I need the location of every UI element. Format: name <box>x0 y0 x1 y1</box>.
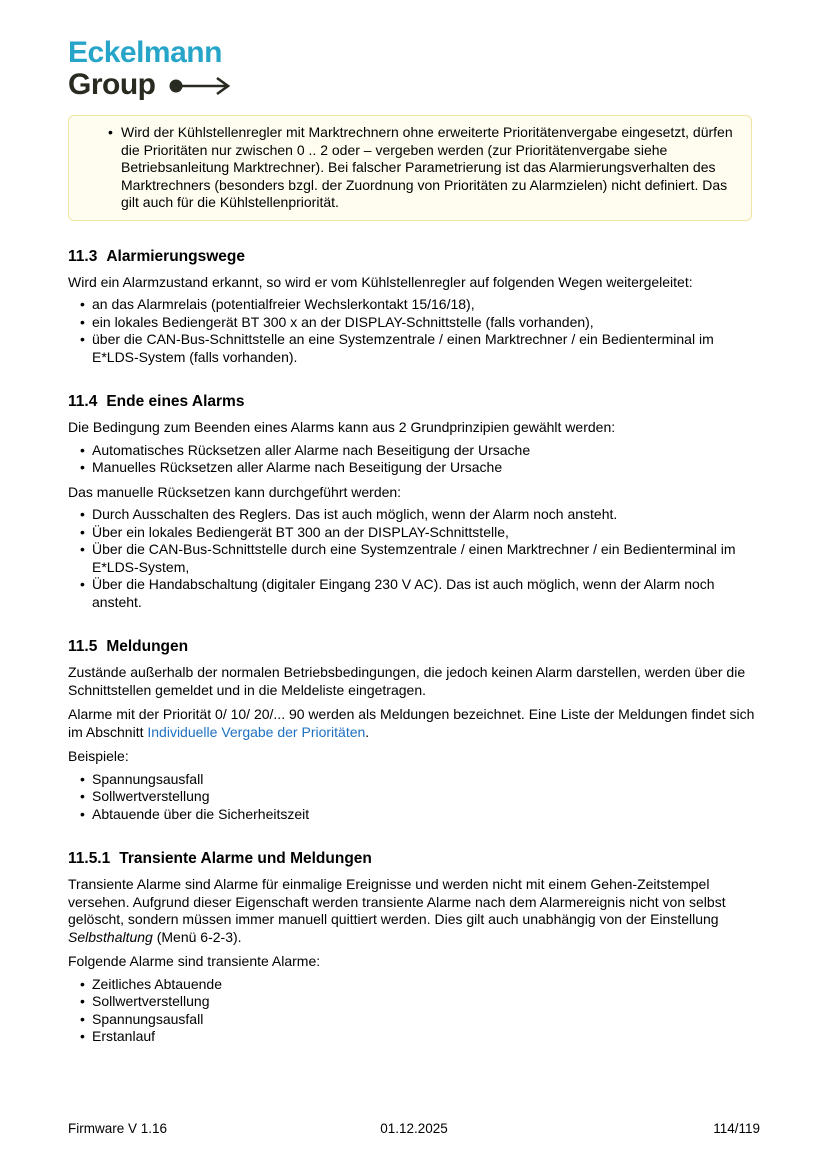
bullet-item: • Durch Ausschalten des Reglers. Das ist auch möglich, wenn der Alarm noch ansteht. <box>92 506 760 524</box>
bullet-list <box>68 442 760 477</box>
priorities-section-link[interactable]: Individuelle Vergabe der Prioritäten <box>147 723 366 740</box>
note-bullet-list <box>81 124 739 212</box>
section-number: 11.3 <box>68 247 98 265</box>
bullet-item: • Automatisches Rücksetzen aller Alarme nach Beseitigung der Ursache <box>92 442 760 460</box>
dot-arrow-right-icon <box>168 74 232 96</box>
brand-logo <box>68 38 760 100</box>
paragraph: Beispiele: <box>68 748 129 764</box>
bullet-item: • Erstanlauf <box>92 1028 760 1046</box>
paragraph-text: Alarme mit der Priorität 0/ 10/ 20/... 90 werden als Meldungen bezeichnet. Eine Liste der Meldungen findet sich im Abschnitt <box>68 706 755 740</box>
bullet-list <box>68 296 760 366</box>
bullet-item: • Zeitliches Abtauende <box>92 976 760 994</box>
bullet-item: • Sollwertverstellung <box>92 788 760 806</box>
paragraph: Das manuelle Rücksetzen kann durchgeführt werden: <box>68 483 402 500</box>
section-11-5 <box>68 637 760 823</box>
brand-name-line1: Eckelmann <box>68 36 222 69</box>
bullet-list <box>68 506 760 611</box>
section-heading <box>68 247 760 267</box>
section-heading <box>68 637 760 657</box>
paragraph: Zustände außerhalb der normalen Betriebsbedingungen, die jedoch keinen Alarm darstellen, werden über die Schnittstellen gemeldet und in die Meldeliste eingetragen. <box>68 664 746 698</box>
paragraph: Wird ein Alarmzustand erkannt, so wird er vom Kühlstellenregler auf folgenden Wegen weitergeleitet: <box>68 273 693 290</box>
emphasized-term: Selbsthaltung <box>68 928 153 945</box>
bullet-list <box>68 771 760 824</box>
section-title: Alarmierungswege <box>106 247 245 265</box>
section-title: Transiente Alarme und Meldungen <box>119 850 372 867</box>
paragraph: Folgende Alarme sind transiente Alarme: <box>68 953 321 969</box>
paragraph <box>68 876 760 946</box>
section-11-5-1 <box>68 849 760 1046</box>
bullet-item: • an das Alarmrelais (potentialfreier Wechslerkontakt 15/16/18), <box>92 296 760 314</box>
bullet-item: • Spannungsausfall <box>92 1011 760 1029</box>
bullet-item: • Abtauende über die Sicherheitszeit <box>92 806 760 824</box>
page-footer <box>68 1120 760 1138</box>
note-bullet-item: • Wird der Kühlstellenregler mit Marktrechnern ohne erweiterte Prioritätenvergabe eingesetzt, dürfen die Prioritäten nur zwischen 0 .. 2 oder – vergeben werden (zur Prioritätenvergabe siehe Betriebsanleitung Marktrechner). Bei falscher Parametrierung ist das Alarmierungsverhalten des Marktrechners (besonders bzgl. der Zuordnung von Prioritäten zu Alarmzielen) nicht definiert. Das gilt auch für die Kühlstellenpriorität. <box>121 124 739 212</box>
section-heading <box>68 849 760 869</box>
bullet-item: • Über die Handabschaltung (digitaler Eingang 230 V AC). Das ist auch möglich, wenn der Alarm noch ansteht. <box>92 576 760 611</box>
section-11-4 <box>68 392 760 611</box>
bullet-item: • Über die CAN-Bus-Schnittstelle durch eine Systemzentrale / einen Marktrechner / ein Bedienterminal im E*LDS-System, <box>92 541 760 576</box>
section-number: 11.4 <box>68 393 98 410</box>
section-title: Meldungen <box>106 638 189 655</box>
footer-date: 01.12.2025 <box>380 1121 448 1136</box>
paragraph: Die Bedingung zum Beenden eines Alarms kann aus 2 Grundprinzipien gewählt werden: <box>68 419 616 435</box>
section-title: Ende eines Alarms <box>106 393 245 410</box>
bullet-item: • Spannungsausfall <box>92 771 760 789</box>
bullet-item: • Manuelles Rücksetzen aller Alarme nach Beseitigung der Ursache <box>92 459 760 477</box>
paragraph <box>68 706 760 741</box>
bullet-item: • Sollwertverstellung <box>92 993 760 1011</box>
paragraph-text: (Menü 6-2-3). <box>152 928 242 945</box>
brand-name-line2: Group <box>68 68 156 101</box>
bullet-item: • ein lokales Bediengerät BT 300 x an der DISPLAY-Schnittstelle (falls vorhanden), <box>92 314 760 332</box>
section-number: 11.5 <box>68 638 98 655</box>
bullet-list <box>68 976 760 1046</box>
section-11-3 <box>68 247 760 367</box>
note-box <box>68 115 752 221</box>
section-number: 11.5.1 <box>68 850 111 867</box>
bullet-item: • Über ein lokales Bediengerät BT 300 an der DISPLAY-Schnittstelle, <box>92 524 760 542</box>
footer-firmware-version: Firmware V 1.16 <box>68 1121 168 1136</box>
paragraph-text: Transiente Alarme sind Alarme für einmalige Ereignisse und werden nicht mit einem Gehen-Zeitstempel versehen. Aufgrund dieser Eigenschaft werden transiente Alarme nach dem Alarmereignis nicht von selbst gelöscht, sondern müssen immer manuell quittiert werden. Dies gilt auch unabhängig von der Einstellung <box>68 876 726 927</box>
footer-page-number: 114/119 <box>713 1121 760 1136</box>
bullet-item: • über die CAN-Bus-Schnittstelle an eine Systemzentrale / einen Marktrechner / ein Bedienterminal im E*LDS-System (falls vorhanden). <box>92 331 760 366</box>
section-heading <box>68 392 760 412</box>
paragraph-text: . <box>365 723 370 740</box>
